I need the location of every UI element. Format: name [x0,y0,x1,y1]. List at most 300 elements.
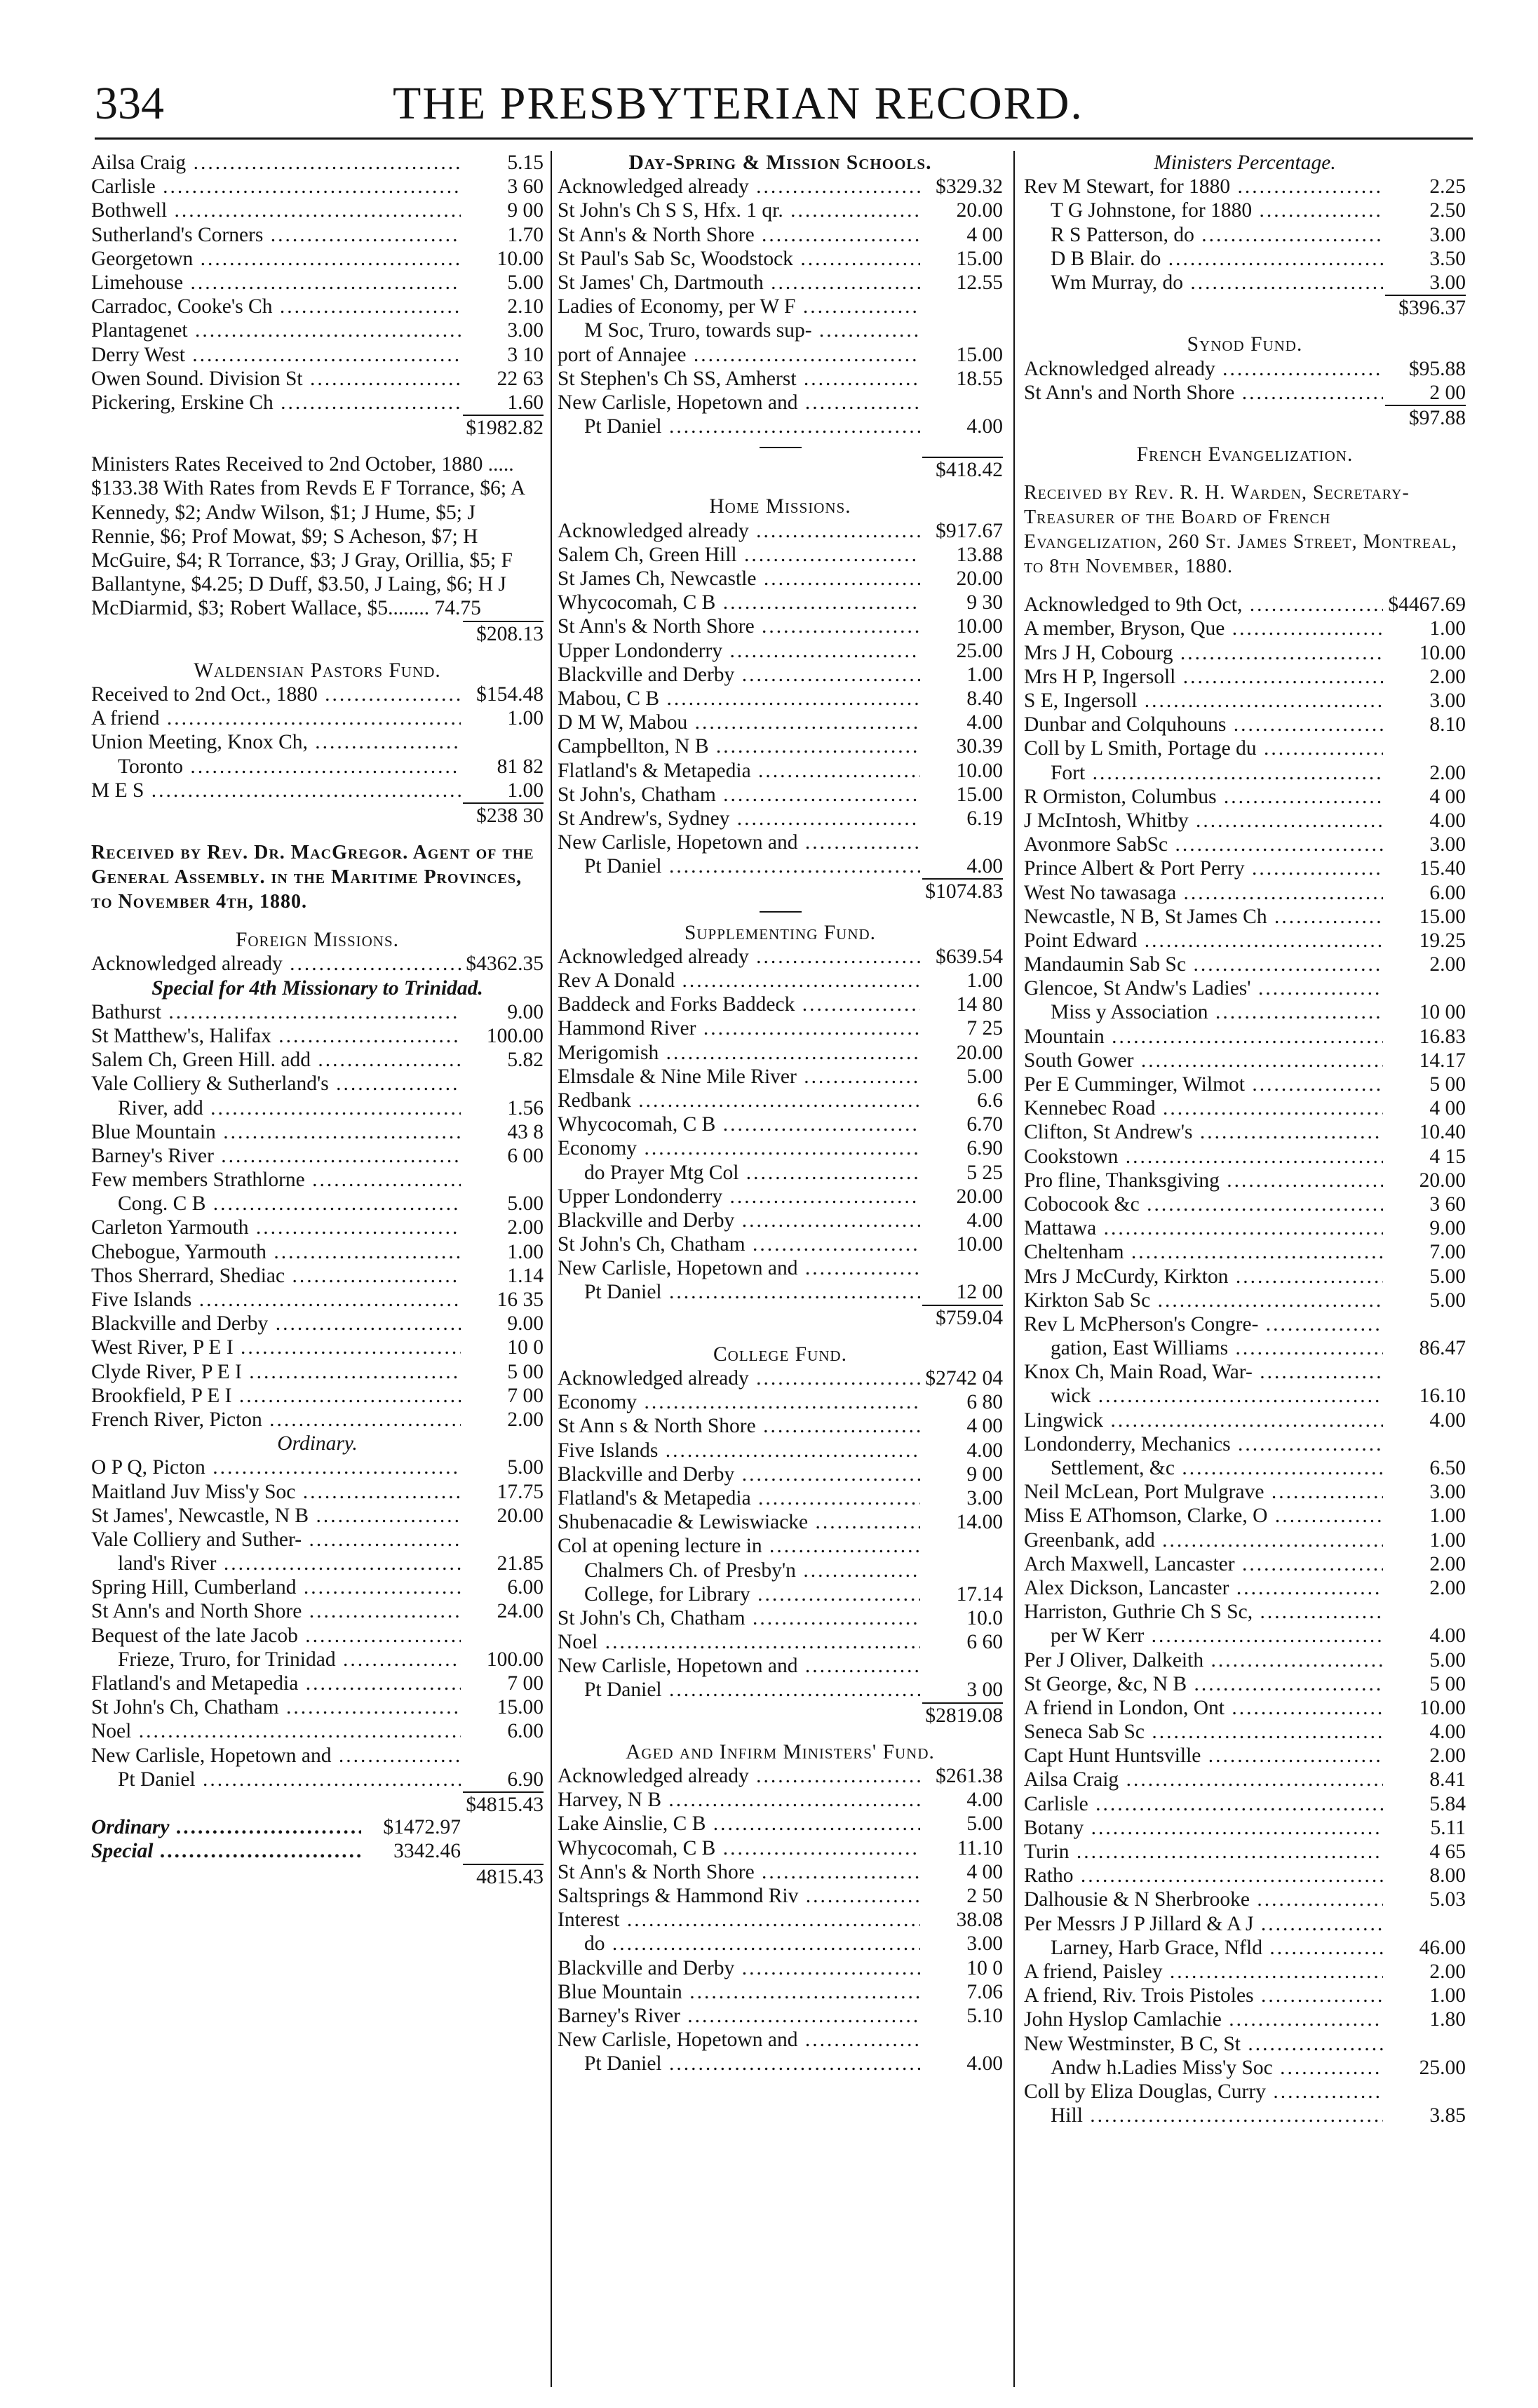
entry-value: 6.90 [966,1137,1003,1160]
entry-label: Mrs H P, Ingersoll ..... [1024,665,1383,689]
ledger-row [91,1240,544,1264]
entry-value: 4.00 [966,1439,1003,1462]
entry-label: T G Johnstone, for 1880 ..... [1024,199,1383,222]
ledger-row [1024,1360,1466,1384]
entry-value: $917.67 [936,519,1003,542]
ledger-row [558,1980,1003,2004]
entry-value: 15.00 [497,1696,544,1719]
entry-value: 2.25 [1429,175,1466,199]
ledger-row [558,734,1003,758]
entry-label: Prince Albert & Port Perry ..... [1024,856,1383,880]
ledger-row [1024,1888,1466,1911]
ledger-row [558,614,1003,638]
ledger-row [558,343,1003,367]
entry-label: Cheltenham ..... [1024,1240,1383,1264]
entry-label: Per J Oliver, Dalkeith ..... [1024,1648,1383,1672]
entry-label: Barney's River ..... [558,2004,920,2028]
entry-value: 6.6 [977,1089,1003,1112]
entry-label: St Ann's & North Shore ..... [558,614,920,638]
entry-value: 4.00 [1429,1721,1466,1744]
ledger-row [1024,247,1466,271]
entries-list [91,1455,544,1791]
spacer [558,1329,1003,1343]
total-value: $238 30 [463,802,544,828]
entry-value: 15.00 [956,343,1003,366]
entry-value: 5.00 [1429,1289,1466,1312]
entry-value: 2.00 [1429,665,1466,688]
entry-label: Toronto ..... [91,755,461,779]
ledger-row [1024,617,1466,640]
entry-value: 2.00 [1429,761,1466,784]
section-heading: Waldensian Pastors Fund. [194,659,441,682]
ledger-row [91,1839,544,1863]
entry-label: Pickering, Erskine Ch ..... [91,391,461,415]
entry-value: 1.80 [1429,2008,1466,2031]
entry-label: Saltsprings & Hammond Riv ..... [558,1884,920,1908]
header-rule [95,137,1473,140]
ledger-row [558,1366,1003,1390]
entry-value: 17.75 [497,1480,544,1503]
entry-value: 1.56 [507,1096,544,1119]
total-value: $2819.08 [922,1702,1003,1728]
section-heading: Aged and Infirm Ministers' Fund. [626,1740,935,1763]
ledger-row [91,952,544,976]
entry-label: Blue Mountain ..... [91,1120,461,1144]
entry-label: Acknowledged already ..... [558,175,920,199]
entry-value: 46.00 [1419,1936,1466,1959]
received-heading: Received by Rev. Dr. MacGregor. Agent of the General Assembly. in the Maritime Provinces, to November 4th, 1880. [91,842,534,913]
entries-list [1024,593,1466,2127]
entry-label: Salem Ch, Green Hill ..... [558,543,920,567]
entry-label: Frieze, Truro, for Trinidad ..... [91,1648,461,1672]
entry-label: French River, Picton ..... [91,1408,461,1432]
entry-label: Baddeck and Forks Baddeck ..... [558,993,920,1016]
ledger-row [558,1161,1003,1185]
ledger-row [558,1462,1003,1486]
entry-value: 100.00 [486,1024,544,1047]
spacer [91,438,544,452]
ledger-row [558,519,1003,543]
section-total [91,415,544,438]
section-heading: Foreign Missions. [235,929,400,952]
entry-value: 16 35 [497,1289,544,1311]
ledger-row [558,1256,1003,1280]
ledger-row [1024,929,1466,953]
ledger-row [558,175,1003,199]
entry-label: Carlisle ..... [91,175,461,199]
entry-label: Ladies of Economy, per W F ..... [558,295,920,318]
entry-label: Plantagenet ..... [91,318,461,342]
entry-label: New Carlisle, Hopetown and ..... [558,2028,920,2052]
entry-value: 4.00 [1429,809,1466,832]
entry-label: New Carlisle, Hopetown and ..... [558,1256,920,1280]
entry-value: 43 8 [507,1120,544,1143]
ledger-row [1024,1696,1466,1720]
entry-value: 1.60 [507,391,544,414]
entry-value: 11.10 [957,1836,1003,1859]
ledger-row [1024,381,1466,405]
ledger-row [91,1360,544,1384]
entry-label: St James Ch, Newcastle ..... [558,567,920,591]
entry-label: Whycocomah, C B ..... [558,1112,920,1136]
ledger-row [91,1192,544,1216]
section-total [558,878,1003,902]
entries-list [91,151,544,415]
ledger-row [91,755,544,779]
entry-value: 3.00 [1429,1481,1466,1504]
entry-label: Flatland's & Metapedia ..... [558,759,920,783]
ledger-row [558,1534,1003,1558]
entry-value: $4362.35 [466,953,544,976]
ledger-row [558,223,1003,247]
ledger-row [558,1582,1003,1606]
entry-label: Whycocomah, C B ..... [558,591,920,614]
ledger-row [91,151,544,175]
spacer [91,914,544,928]
section-heading: College Fund. [713,1343,847,1366]
section-total [91,621,544,645]
ledger-row [1024,785,1466,809]
column-1 [91,151,544,2394]
entry-value: 1.00 [966,663,1003,686]
ledger-row [558,1112,1003,1136]
entry-label: Economy ..... [558,1136,920,1160]
entries-list [1024,175,1466,295]
ledger-row [91,1480,544,1504]
ledger-row [1024,2032,1466,2056]
entry-label: St Ann's & North Shore ..... [558,223,920,247]
entry-value: 17.14 [956,1582,1003,1606]
entry-label: Botany ..... [1024,1816,1383,1840]
entry-label: Wm Murray, do ..... [1024,271,1383,295]
ledger-row [91,1384,544,1408]
ledger-row [558,367,1003,391]
entry-value: 6.19 [966,807,1003,830]
ledger-row [558,567,1003,591]
spacer [1024,466,1466,480]
entry-label: St John's, Chatham ..... [558,783,920,807]
entry-label: Lingwick ..... [1024,1408,1383,1432]
ledger-row [558,318,1003,342]
ledger-row [1024,1576,1466,1600]
entry-value: 9.00 [1429,1217,1466,1240]
received-heading: Received by Rev. R. H. Warden, Secretary-Treasurer of the Board of French Evangelization, 260 St. James Street, Montreal, to 8th November, 1880. [1024,482,1457,578]
entry-value: 4.00 [966,1789,1003,1812]
total-value: $1982.82 [463,415,544,440]
ledger-row [91,199,544,222]
entry-label: Acknowledged already ..... [558,945,920,969]
ledger-row [1024,1265,1466,1289]
entry-label: Larney, Harb Grace, Nfld ..... [1024,1936,1383,1960]
ledger-row [1024,1528,1466,1552]
entry-label: Pt Daniel ..... [558,854,920,878]
section-total [558,457,1003,480]
ledger-row [1024,976,1466,1000]
section-heading: Supplementing Fund. [684,921,877,944]
entries-list [558,519,1003,879]
entry-label: St Ann's & North Shore ..... [558,1860,920,1884]
entry-value: 6 00 [507,1144,544,1167]
entry-value: 5.82 [507,1049,544,1072]
entry-label: Mattawa ..... [1024,1216,1383,1240]
entry-label: Mrs J H, Cobourg ..... [1024,641,1383,665]
ledger-row [91,1455,544,1479]
entry-value: 2.00 [1429,1552,1466,1575]
entry-label: Hammond River ..... [558,1016,920,1040]
spacer [1024,429,1466,443]
section-total [1024,295,1466,318]
entry-value: 4.00 [966,855,1003,878]
entry-label: Harriston, Guthrie Ch S Sc, ..... [1024,1600,1383,1624]
section-total [91,1864,544,1888]
entry-label: Kennebec Road ..... [1024,1096,1383,1120]
ledger-row [91,1528,544,1552]
ledger-row [558,759,1003,783]
entry-label: Sutherland's Corners ..... [91,223,461,247]
entry-value: 7.00 [1429,1241,1466,1264]
entry-label: A friend, Riv. Trois Pistoles ..... [1024,1984,1383,2007]
entry-label: Shubenacadie & Lewiswiacke ..... [558,1510,920,1534]
ledger-row [1024,2080,1466,2104]
ledger-row [1024,1432,1466,1456]
entry-label: Per Messrs J P Jillard & A J ..... [1024,1912,1383,1936]
entry-value: 3 60 [1429,1192,1466,1216]
ledger-row [1024,1216,1466,1240]
ledger-row [1024,1336,1466,1360]
entry-value: 3.50 [1429,247,1466,270]
entry-label: St Matthew's, Halifax ..... [91,1024,461,1048]
ledger-row [1024,1456,1466,1480]
entry-value: 4.00 [1429,1625,1466,1648]
entry-label: Five Islands ..... [558,1439,920,1462]
entry-value: 9.00 [507,1312,544,1336]
entry-value: 16.10 [1419,1385,1466,1408]
entry-value: $95.88 [1408,357,1466,380]
entry-value: 3.00 [1429,833,1466,856]
ledger-row [558,247,1003,271]
entry-value: 1.00 [507,1240,544,1263]
entry-value: $2742 04 [925,1367,1003,1390]
ledger-row [91,247,544,271]
ledger-row [91,175,544,199]
ledger-row [91,730,544,754]
ledger-row [1024,641,1466,665]
total-value: $418.42 [922,457,1003,482]
entry-value: 10.00 [956,1233,1003,1256]
ledger-row [91,1048,544,1072]
entry-label: Acknowledged already ..... [558,519,920,543]
entry-value: 7 00 [507,1672,544,1695]
rates-paragraph: Ministers Rates Received to 2nd October, 1880 ..... $133.38 With Rates from Revds E F Torrance, $6; A Kennedy, $2; Andw Wilson, $1; J Hume, $5; J Rennie, $6; Prof Mowat, $9; S Acheson, $7; H McGuire, $4; R Torrance, $3; J Gray, Orillia, $5; F Ballantyne, $4.25; D Duff, $3.50, J Laing, $6; H J McDiarmid, $3; Robert Wallace, $5........ 74.75 [91,453,525,620]
ledger-row [1024,1792,1466,1816]
entry-value: 3342.46 [393,1840,461,1863]
entry-label: A friend ..... [91,706,461,730]
entry-label: St Ann's and North Shore ..... [91,1599,461,1623]
entry-label: A friend, Paisley ..... [1024,1960,1383,1984]
ledger-row [1024,2007,1466,2031]
spacer [91,826,544,840]
ledger-row [91,1672,544,1695]
entry-label: River, add ..... [91,1096,461,1120]
entry-label: Whycocomah, C B ..... [558,1836,920,1860]
entry-label: New Carlisle, Hopetown and ..... [558,391,920,415]
ledger-row [1024,1192,1466,1216]
entry-label: Blackville and Derby ..... [558,1956,920,1980]
entry-value: 7.06 [966,1980,1003,2003]
entry-value: 4 00 [1429,785,1466,808]
ledger-row [1024,1289,1466,1312]
entry-value: 5.00 [1429,1648,1466,1672]
entry-label: Miss y Association ..... [1024,1000,1383,1024]
entry-value: 3.85 [1429,2104,1466,2127]
entry-value: 6.70 [966,1113,1003,1136]
ledger-row [1024,1312,1466,1336]
entry-label: Cong. C B ..... [91,1192,461,1216]
ledger-row [558,1016,1003,1040]
section-total [558,1305,1003,1329]
entry-label: Bequest of the late Jacob ..... [91,1624,461,1648]
ledger-row [558,1884,1003,1908]
entry-value: 20.00 [1419,1169,1466,1192]
ledger-row [1024,223,1466,247]
entry-value: 6.00 [507,1576,544,1599]
entries-list [1024,357,1466,405]
ledger-row [558,854,1003,878]
ledger-row [558,1089,1003,1112]
entry-label: South Gower ..... [1024,1049,1383,1072]
ledger-row [1024,1744,1466,1768]
ledger-row [91,1024,544,1048]
entry-value: $4467.69 [1388,593,1466,617]
entry-label: Union Meeting, Knox Ch, ..... [91,730,461,754]
entry-label: College, for Library ..... [558,1582,920,1606]
entry-value: 15.00 [956,783,1003,806]
ledger-row [558,1812,1003,1836]
entry-label: Arch Maxwell, Lancaster ..... [1024,1552,1383,1576]
ledger-row [1024,593,1466,617]
entry-value: 5.00 [507,1456,544,1479]
entry-label: Georgetown ..... [91,247,461,271]
entry-value: 1.00 [1429,1505,1466,1528]
ledger-row [1024,2056,1466,2080]
entry-value: 2.00 [507,1216,544,1239]
entry-label: Noel ..... [91,1719,461,1743]
entry-label: Cobocook &c ..... [1024,1192,1383,1216]
ledger-row [1024,2104,1466,2127]
entry-label: Newcastle, N B, St James Ch ..... [1024,905,1383,929]
ledger-row [1024,1480,1466,1504]
entry-value: 4 65 [1429,1841,1466,1863]
spacer [558,480,1003,495]
entry-value: 1.00 [1429,1984,1466,2007]
column-divider [1013,151,1015,2387]
entry-value: 3.00 [507,319,544,342]
ledger-row [558,2028,1003,2052]
ledger-row [1024,856,1466,880]
spacer [91,645,544,659]
ledger-row [91,1168,544,1192]
ledger-row [1024,1025,1466,1049]
entry-label: St John's Ch, Chatham ..... [91,1695,461,1719]
entry-value: 12 00 [956,1281,1003,1304]
entry-value: 6.90 [507,1768,544,1791]
ledger-row [558,663,1003,687]
divider [760,911,802,913]
ledger-row [91,1552,544,1575]
entry-label: do ..... [558,1932,920,1956]
entry-label: Avonmore SabSc ..... [1024,833,1383,856]
entry-label: Turin ..... [1024,1840,1383,1864]
entry-value: 1.14 [507,1264,544,1287]
entry-value: 6.00 [1429,881,1466,904]
entry-label: St John's Ch, Chatham ..... [558,1232,920,1256]
entry-value: 1.70 [507,223,544,246]
ledger-row [558,591,1003,614]
ledger-row [91,1768,544,1791]
ledger-row [1024,713,1466,736]
entry-label: Salem Ch, Green Hill. add ..... [91,1048,461,1072]
ledger-row [558,1606,1003,1630]
entry-label: Miss E AThomson, Clarke, O ..... [1024,1504,1383,1528]
entry-value: 5.00 [507,1192,544,1216]
ledger-row [558,1510,1003,1534]
entry-label: Elmsdale & Nine Mile River ..... [558,1065,920,1089]
entry-value: 6.00 [507,1720,544,1743]
page-number: 334 [95,78,164,129]
ledger-row [91,391,544,415]
entry-label: M Soc, Truro, towards sup- ..... [558,318,920,342]
ledger-row [558,1486,1003,1510]
entry-value: 100.00 [486,1648,544,1671]
entry-label: Noel ..... [558,1630,920,1654]
ledger-row [558,1280,1003,1304]
ledger-row [558,2052,1003,2076]
spacer [558,1726,1003,1740]
divider [760,447,802,448]
entry-label: Coll by Eliza Douglas, Curry ..... [1024,2080,1383,2104]
ledger-row [558,687,1003,711]
ledger-row [558,1232,1003,1256]
entry-value: 1.00 [1429,617,1466,640]
entry-label: Chebogue, Yarmouth ..... [91,1240,461,1264]
ledger-row [1024,1648,1466,1672]
entry-label: Rev L McPherson's Congre- ..... [1024,1312,1383,1336]
entry-value: 3 60 [507,175,544,199]
entries-list [91,1000,544,1432]
entry-value: 20.00 [956,1185,1003,1208]
entry-label: New Carlisle, Hopetown and ..... [558,830,920,854]
entry-label: Rev A Donald ..... [558,969,920,993]
entry-value: 3.00 [1429,271,1466,294]
entry-label: Flatland's & Metapedia ..... [558,1486,920,1510]
entry-label: New Carlisle, Hopetown and ..... [558,1654,920,1678]
ledger-row [1024,1768,1466,1791]
entry-label: Blue Mountain ..... [558,1980,920,2004]
ledger-row [558,1414,1003,1438]
ledger-row [558,969,1003,993]
ledger-row [91,1744,544,1768]
entry-label: St Paul's Sab Sc, Woodstock ..... [558,247,920,271]
entry-value: 15.00 [956,247,1003,270]
entry-label: St John's Ch S S, Hfx. 1 qr. ..... [558,199,920,222]
entry-value: 10.00 [497,247,544,270]
entry-label: R S Patterson, do ..... [1024,223,1383,247]
ledger-row [1024,809,1466,833]
entry-value: 18.55 [956,367,1003,390]
entry-value: 9 30 [966,591,1003,614]
entry-label: St John's Ch, Chatham ..... [558,1606,920,1630]
ledger-row [1024,1120,1466,1144]
